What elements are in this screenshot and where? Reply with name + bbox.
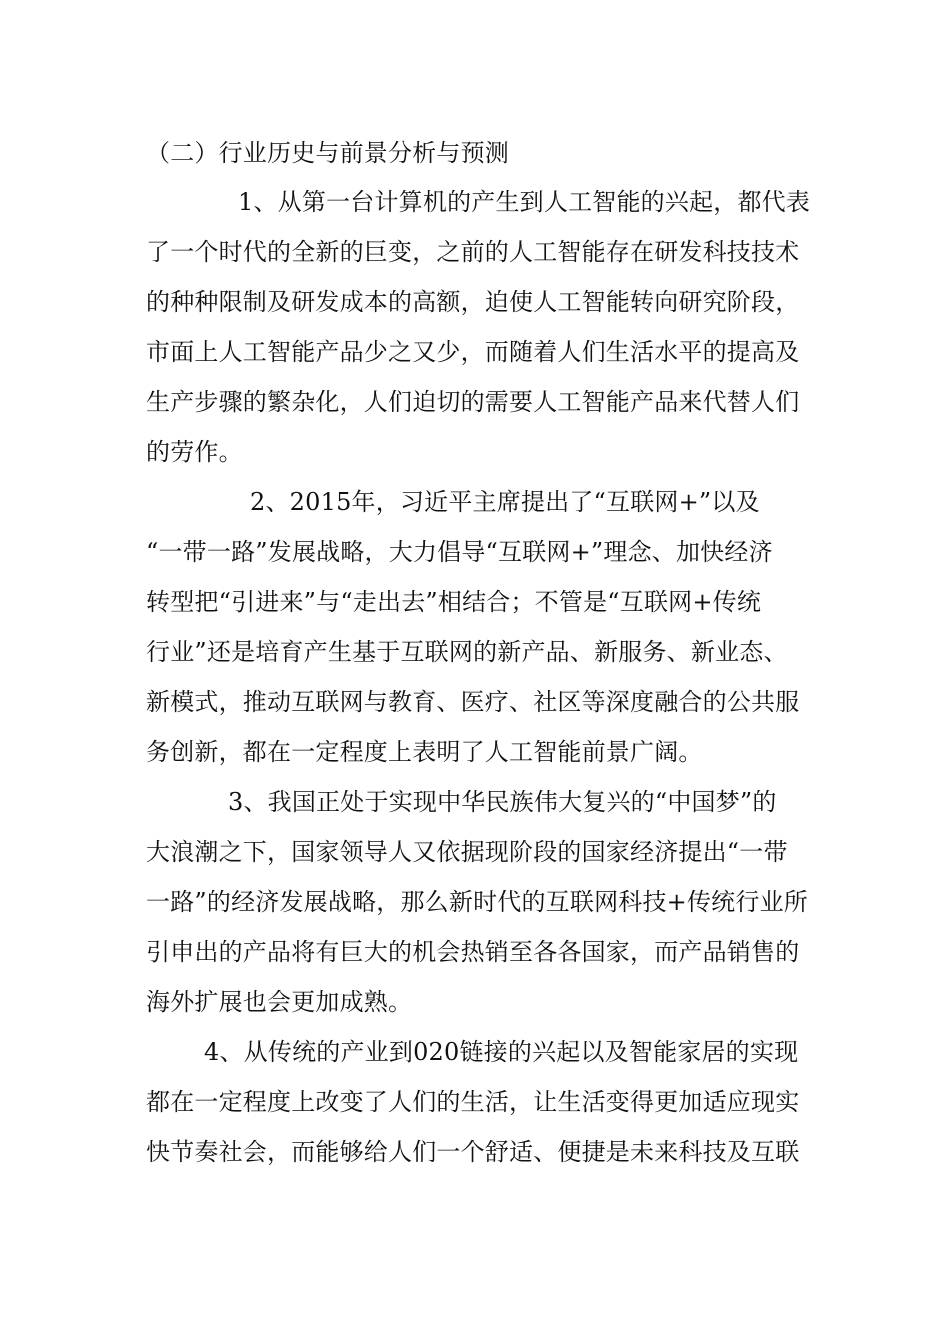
- paragraph-1-line-1: 1、从第一台计算机的产生到人工智能的兴起，都代表: [238, 188, 811, 216]
- paragraph-2-line-4: 行业”还是培育产生基于互联网的新产品、新服务、新业态、: [146, 638, 788, 666]
- paragraph-2-line-6: 务创新，都在一定程度上表明了人工智能前景广阔。: [146, 738, 703, 766]
- section-heading: （二）行业历史与前景分析与预测: [146, 139, 509, 167]
- paragraph-1-line-2: 了一个时代的全新的巨变，之前的人工智能存在研发科技技术: [146, 238, 800, 266]
- paragraph-3-line-5: 海外扩展也会更加成熟。: [146, 988, 413, 1016]
- paragraph-4-line-2: 都在一定程度上改变了人们的生活，让生活变得更加适应现实: [146, 1088, 800, 1116]
- paragraph-2-line-2: “一带一路”发展战略，大力倡导“互联网+”理念、加快经济: [146, 538, 773, 566]
- paragraph-1-line-4: 市面上人工智能产品少之又少，而随着人们生活水平的提高及: [146, 338, 800, 366]
- paragraph-4-line-3: 快节奏社会，而能够给人们一个舒适、便捷是未来科技及互联: [146, 1138, 800, 1166]
- paragraph-3-line-4: 引申出的产品将有巨大的机会热销至各各国家，而产品销售的: [146, 938, 800, 966]
- paragraph-1-line-5: 生产步骤的繁杂化，人们迫切的需要人工智能产品来代替人们: [146, 388, 800, 416]
- paragraph-2-line-3: 转型把“引进来”与“走出去”相结合；不管是“互联网+传统: [146, 588, 762, 616]
- paragraph-1-line-3: 的种种限制及研发成本的高额，迫使人工智能转向研究阶段，: [146, 288, 800, 316]
- paragraph-4-line-1: 4、从传统的产业到020链接的兴起以及智能家居的实现: [204, 1038, 799, 1066]
- paragraph-2-line-1: 2、2015年，习近平主席提出了“互联网+”以及: [250, 488, 760, 516]
- paragraph-1-line-6: 的劳作。: [146, 438, 243, 466]
- paragraph-3-line-2: 大浪潮之下，国家领导人又依据现阶段的国家经济提出“一带: [146, 838, 788, 866]
- paragraph-3-line-1: 3、我国正处于实现中华民族伟大复兴的“中国梦”的: [228, 788, 777, 816]
- paragraph-3-line-3: 一路”的经济发展战略，那么新时代的互联网科技+传统行业所: [146, 888, 808, 916]
- paragraph-2-line-5: 新模式，推动互联网与教育、医疗、社区等深度融合的公共服: [146, 688, 800, 716]
